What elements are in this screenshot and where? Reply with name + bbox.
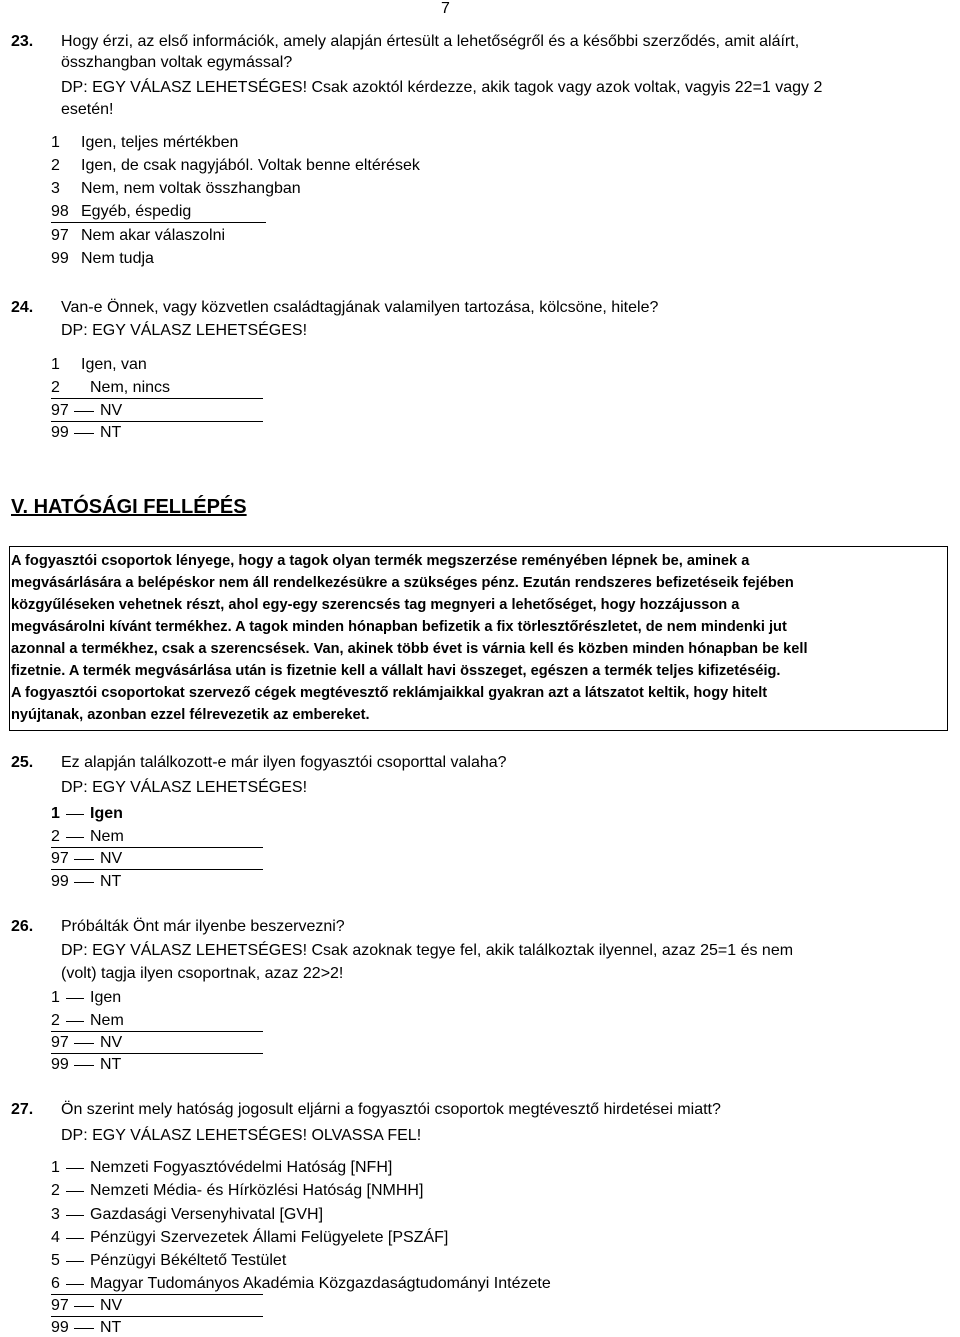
info-line: azonnal a termékhez, csak a szerencsések. Van, akinek több évet is várnia kell és közben minden hónapban be kell <box>11 641 808 657</box>
underline <box>51 869 263 870</box>
info-line: A fogyasztói csoportokat szervező cégek megtévesztő reklámjaikkal gyakran azt a látszatot keltik, hogy hitelt <box>11 685 768 701</box>
question-23-instruction: DP: EGY VÁLASZ LEHETSÉGES! Csak azoktól kérdezze, akik tagok vagy azok voltak, vagyis 22=1 vagy 2 <box>61 79 823 96</box>
dash <box>74 1043 94 1044</box>
info-line: közgyűléseken vehetnek részt, ahol egy-egy szerencsés tag megnyeri a lehetőséget, hogy hozzájusson a <box>11 597 740 613</box>
question-26-instruction: DP: EGY VÁLASZ LEHETSÉGES! Csak azoknak tegye fel, akik találkoztak ilyennel, azaz 25=1 és nem <box>61 942 794 959</box>
info-line: fizetnie. A termék megvásárlása után is fizetnie kell a vállalt havi összeget, egészen a termék teljes kifizetéséig. <box>11 663 781 679</box>
question-24-text: Van-e Önnek, vagy közvetlen családtagjának valamilyen tartozása, kölcsöne, hitele? <box>61 299 659 316</box>
q24-option-code: 99 <box>51 424 69 441</box>
dash <box>66 1215 84 1216</box>
q27-option-code: 1 <box>51 1159 60 1176</box>
info-line: nyújtanak, azonban ezzel félrevezetik az embereket. <box>11 707 370 723</box>
dash <box>66 1168 84 1169</box>
info-text <box>11 550 946 726</box>
q24-option-code: 97 <box>51 402 69 419</box>
q25-option-label: Nem <box>90 828 124 845</box>
dash <box>74 1328 94 1329</box>
q26-option-label: NV <box>100 1034 123 1051</box>
q24-option-label: Igen, van <box>81 356 147 373</box>
q24-option-label: NT <box>100 424 122 441</box>
q27-option-code: 6 <box>51 1275 60 1292</box>
q23-option-code: 2 <box>51 157 60 174</box>
q27-option-label: NT <box>100 1319 122 1336</box>
q25-option-code: 2 <box>51 828 60 845</box>
q27-option-code: 5 <box>51 1252 60 1269</box>
q25-option-code: 1 <box>51 805 60 822</box>
q23-option-label: Igen, teljes mértékben <box>81 134 239 151</box>
q27-option-code: 4 <box>51 1229 60 1246</box>
q23-option-code: 3 <box>51 180 60 197</box>
dash <box>74 411 94 412</box>
q26-option-label: Igen <box>90 989 122 1006</box>
q23-option-label: Nem akar válaszolni <box>81 227 226 244</box>
dash <box>66 814 84 815</box>
question-24-number: 24. <box>11 299 34 316</box>
dash <box>66 1284 84 1285</box>
q24-option-label: NV <box>100 402 123 419</box>
q23-option-code: 1 <box>51 134 60 151</box>
underline <box>51 1031 263 1032</box>
q25-option-code: 97 <box>51 850 69 867</box>
q23-option-label: Egyéb, éspedig <box>81 203 192 220</box>
q27-option-label: NV <box>100 1297 123 1314</box>
dash <box>74 859 94 860</box>
question-23-text: Hogy érzi, az első információk, amely alapján értesült a lehetőségről és a későbbi szerződés, amit aláírt, <box>61 33 800 50</box>
q25-option-label: Igen <box>90 805 123 822</box>
question-23-number: 23. <box>11 33 34 50</box>
q23-option-code: 97 <box>51 227 69 244</box>
q23-option-label: Nem, nem voltak összhangban <box>81 180 301 197</box>
underline <box>51 847 263 848</box>
question-24-instruction: DP: EGY VÁLASZ LEHETSÉGES! <box>61 322 308 339</box>
q25-option-label: NT <box>100 873 122 890</box>
underline <box>51 398 263 399</box>
dash <box>74 1065 94 1066</box>
dash <box>66 1021 84 1022</box>
q27-option-label: Nemzeti Média- és Hírközlési Hatóság [NMHH] <box>90 1182 424 1199</box>
q27-option-label: Pénzügyi Békéltető Testület <box>90 1252 287 1269</box>
underline <box>51 421 263 422</box>
q25-option-code: 99 <box>51 873 69 890</box>
q23-option-code: 99 <box>51 250 69 267</box>
q23-option-code: 98 <box>51 203 69 220</box>
underline <box>51 222 266 223</box>
underline <box>51 1316 263 1317</box>
dash <box>74 433 94 434</box>
q26-option-code: 2 <box>51 1012 60 1029</box>
dash <box>66 1238 84 1239</box>
q27-option-code: 2 <box>51 1182 60 1199</box>
question-27-number: 27. <box>11 1101 34 1118</box>
question-26-instruction-cont: (volt) tagja ilyen csoportnak, azaz 22>2! <box>61 965 344 982</box>
q26-option-code: 1 <box>51 989 60 1006</box>
dash <box>74 882 94 883</box>
question-26-number: 26. <box>11 918 34 935</box>
dash <box>66 837 84 838</box>
q27-option-label: Pénzügyi Szervezetek Állami Felügyelete [PSZÁF] <box>90 1229 449 1246</box>
info-line: A fogyasztói csoportok lényege, hogy a tagok olyan termék megszerzése reményében lépnek be, aminek a <box>11 553 750 569</box>
q24-option-code: 1 <box>51 356 60 373</box>
q27-option-label: Nemzeti Fogyasztóvédelmi Hatóság [NFH] <box>90 1159 393 1176</box>
underline <box>51 1294 263 1295</box>
q26-option-code: 99 <box>51 1056 69 1073</box>
q27-option-code: 97 <box>51 1297 69 1314</box>
question-27-text: Ön szerint mely hatóság jogosult eljárni a fogyasztói csoportok megtévesztő hirdetései miatt? <box>61 1101 721 1118</box>
question-25-text: Ez alapján találkozott-e már ilyen fogyasztói csoporttal valaha? <box>61 754 507 771</box>
q27-option-label: Magyar Tudományos Akadémia Közgazdaságtudományi Intézete <box>90 1275 551 1292</box>
info-line: megvásárolni kívánt termékhez. A tagok minden hónapban befizetik a fix törlesztőrészletet, de nem mindenki jut <box>11 619 787 635</box>
page-number: 7 <box>441 0 450 17</box>
question-23-instruction-cont: esetén! <box>61 101 114 118</box>
q27-option-label: Gazdasági Versenyhivatal [GVH] <box>90 1206 324 1223</box>
q26-option-label: Nem <box>90 1012 124 1029</box>
dash <box>74 1306 94 1307</box>
underline <box>51 1053 263 1054</box>
question-25-instruction: DP: EGY VÁLASZ LEHETSÉGES! <box>61 779 308 796</box>
question-23-text-cont: összhangban voltak egymással? <box>61 54 293 71</box>
q26-option-code: 97 <box>51 1034 69 1051</box>
dash <box>66 1261 84 1262</box>
q27-option-code: 99 <box>51 1319 69 1336</box>
question-25-number: 25. <box>11 754 34 771</box>
dash <box>66 998 84 999</box>
q24-option-code: 2 <box>51 379 60 396</box>
question-26-text: Próbálták Önt már ilyenbe beszervezni? <box>61 918 345 935</box>
info-line: megvásárlására a belépéskor nem áll rendelkezésükre a szükséges pénz. Ezután rendszeres befizetéseik fejében <box>11 575 794 591</box>
q26-option-label: NT <box>100 1056 122 1073</box>
question-27-instruction: DP: EGY VÁLASZ LEHETSÉGES! OLVASSA FEL! <box>61 1127 422 1144</box>
q23-option-label: Igen, de csak nagyjából. Voltak benne eltérések <box>81 157 420 174</box>
q25-option-label: NV <box>100 850 123 867</box>
q23-option-label: Nem tudja <box>81 250 154 267</box>
q24-option-label: Nem, nincs <box>90 379 171 396</box>
q27-option-code: 3 <box>51 1206 60 1223</box>
section-title: V. HATÓSÁGI FELLÉPÉS <box>11 496 247 518</box>
dash <box>66 1191 84 1192</box>
